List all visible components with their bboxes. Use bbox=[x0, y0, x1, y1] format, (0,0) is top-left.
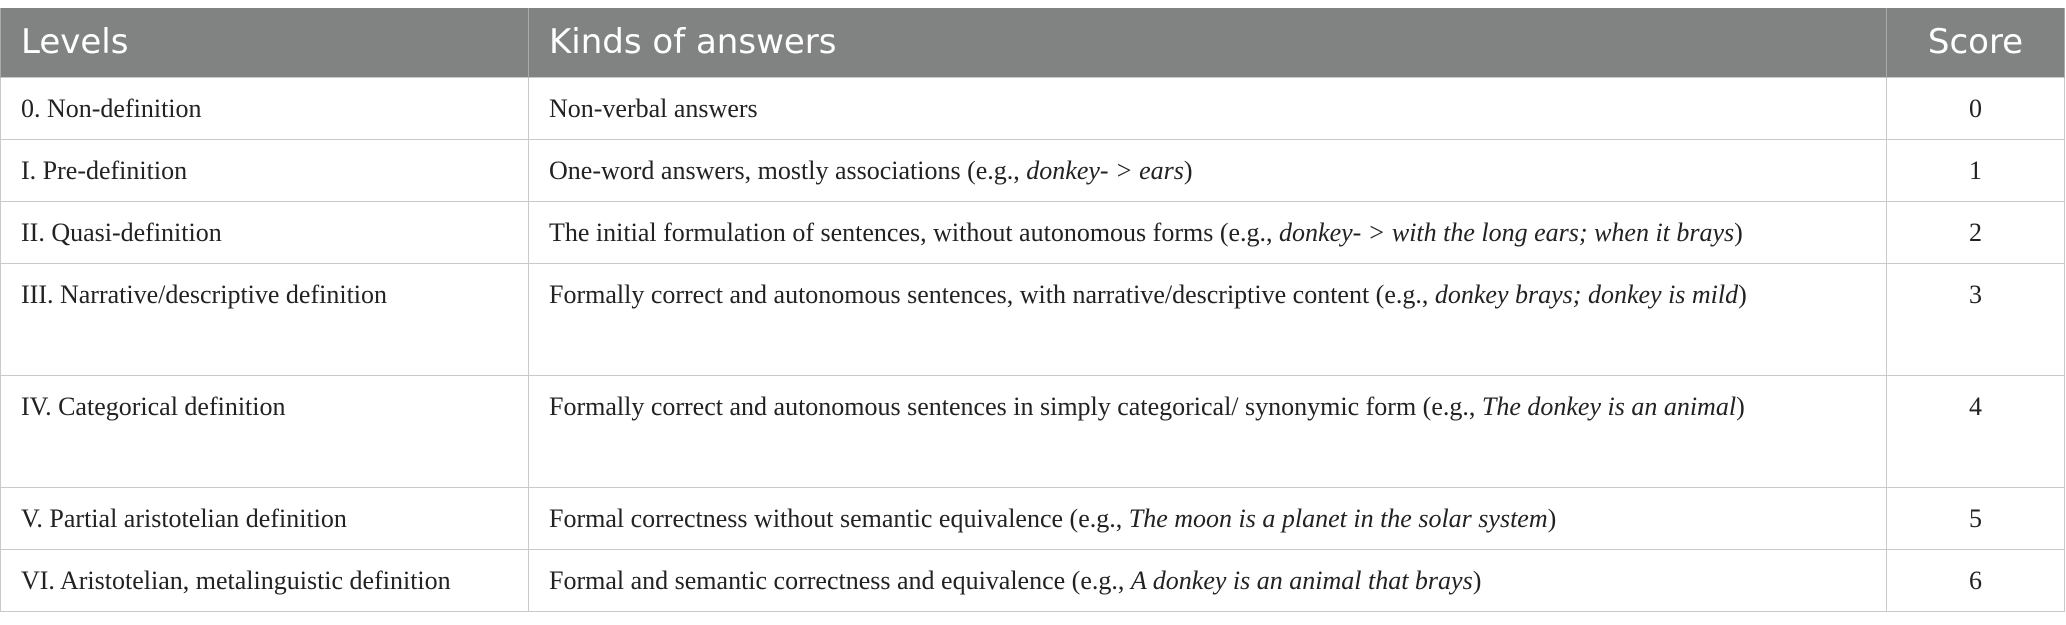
table-row bbox=[1, 375, 2065, 487]
kind-example: donkey brays; donkey is mild bbox=[1434, 279, 1739, 309]
level-cell: III. Narrative/descriptive definition bbox=[1, 263, 529, 375]
kind-suffix: ) bbox=[1472, 565, 1482, 595]
table-row bbox=[1, 77, 2065, 139]
table-row bbox=[1, 263, 2065, 375]
kind-suffix: ) bbox=[1738, 279, 1747, 309]
table-header bbox=[1, 8, 2065, 77]
kind-suffix: ) bbox=[1547, 503, 1557, 533]
level-cell: VI. Aristotelian, metalinguistic definition bbox=[1, 549, 529, 611]
level-cell: I. Pre-definition bbox=[1, 139, 529, 201]
level-cell: 0. Non-definition bbox=[1, 77, 529, 139]
kind-cell bbox=[529, 549, 1887, 611]
kind-cell bbox=[529, 139, 1887, 201]
header-score: Score bbox=[1887, 8, 2065, 77]
kind-cell bbox=[529, 263, 1887, 375]
table-body bbox=[1, 77, 2065, 611]
table-row bbox=[1, 201, 2065, 263]
kind-example: donkey- > ears bbox=[1026, 155, 1184, 185]
score-cell: 5 bbox=[1887, 487, 2065, 549]
level-cell: II. Quasi-definition bbox=[1, 201, 529, 263]
score-cell: 2 bbox=[1887, 201, 2065, 263]
table-row bbox=[1, 549, 2065, 611]
header-levels: Levels bbox=[1, 8, 529, 77]
table-row bbox=[1, 487, 2065, 549]
level-cell: V. Partial aristotelian definition bbox=[1, 487, 529, 549]
kind-example: The moon is a planet in the solar system bbox=[1128, 503, 1548, 533]
kind-example: A donkey is an animal that brays bbox=[1130, 565, 1473, 595]
kind-text: The initial formulation of sentences, without autonomous forms (e.g., bbox=[549, 217, 1280, 247]
kind-text: Formal correctness without semantic equivalence (e.g., bbox=[549, 503, 1129, 533]
score-cell: 6 bbox=[1887, 549, 2065, 611]
kind-text: Formal and semantic correctness and equivalence (e.g., bbox=[549, 565, 1131, 595]
kind-example: donkey- > with the long ears; when it brays bbox=[1279, 217, 1735, 247]
kind-suffix: ) bbox=[1736, 391, 1745, 421]
kind-text: Formally correct and autonomous sentences, with narrative/descriptive content (e.g., bbox=[549, 279, 1435, 309]
score-cell: 1 bbox=[1887, 139, 2065, 201]
score-cell: 0 bbox=[1887, 77, 2065, 139]
table-row bbox=[1, 139, 2065, 201]
definition-levels-table bbox=[0, 8, 2065, 612]
kind-cell bbox=[529, 77, 1887, 139]
kind-cell bbox=[529, 487, 1887, 549]
kind-cell bbox=[529, 201, 1887, 263]
kind-cell bbox=[529, 375, 1887, 487]
definition-levels-table-wrapper bbox=[0, 8, 2064, 612]
kind-text: One-word answers, mostly associations (e.g., bbox=[549, 155, 1027, 185]
kind-suffix: ) bbox=[1734, 217, 1743, 247]
score-cell: 3 bbox=[1887, 263, 2065, 375]
kind-example: The donkey is an animal bbox=[1481, 391, 1737, 421]
header-kinds-of-answers: Kinds of answers bbox=[529, 8, 1887, 77]
score-cell: 4 bbox=[1887, 375, 2065, 487]
kind-suffix: ) bbox=[1183, 155, 1193, 185]
level-cell: IV. Categorical definition bbox=[1, 375, 529, 487]
kind-text: Formally correct and autonomous sentences in simply categorical/ synonymic form (e.g., bbox=[549, 391, 1482, 421]
header-row bbox=[1, 8, 2065, 77]
kind-text: Non-verbal answers bbox=[549, 93, 758, 123]
